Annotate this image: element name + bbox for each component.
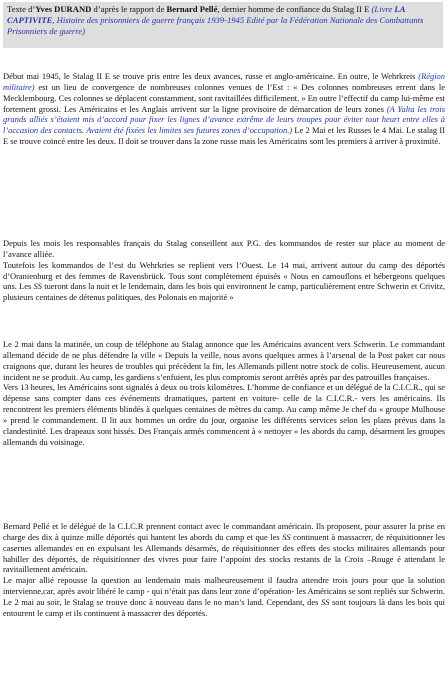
p1-text-c: est un lieu de convergence de nombreuses colonnes venues de l’Est : « Des colonnes nombreuses errent dans le Mecklembourg. Ces colonnes se déplacent constamment, sont ravitaillées difficilement. » En outre l’effectif du camp lui-même est fortement grossi. Les Américains et les Anglais arrivent sur la ligne provisoire de démarcation de leurs zones bbox=[3, 81, 445, 114]
p1-text-e: Le 2 Mai et les Russes le 4 Mai. Le stalag II E se trouve coincé entre les deux. Il doit se trouver dans la zone russe mais les Américains sont les premiers à arriver à proximité. bbox=[3, 125, 446, 147]
paragraph-may-2 bbox=[3, 339, 445, 447]
header-text-1: Texte d’ bbox=[7, 4, 36, 14]
p1-yalta-note: (A Yalta les trois grands alliés s’étaient mis d’accord pour fixer les lignes d’avance extrême de leurs troupes pour éviter tout heurt entre elles à l’occasion des contacts. Avaient été fixées les limites ses futures zones d’occupation.) bbox=[3, 103, 446, 136]
p1-text-a: Début mai 1945, le Stalag II E se trouve pris entre les deux avances, russe et anglo-américaine. En outre, le Wehrkreis bbox=[3, 71, 419, 81]
author-name: Yves DURAND bbox=[35, 4, 92, 14]
source-book-title: LA CAPTIVITE bbox=[7, 4, 405, 26]
p2-text-b: Toutefois les kommandos de l’est du Wehrkries se replient vers l’Ouest. Le 14 mai, arrivent autour du camp des déportés d’Oranienburg et des femmes de Ravensbrück. Tous sont complètement épuisés « Nous en camouflons et hébergeons quelques uns. Les bbox=[3, 259, 445, 292]
p4-text-a2: continuent à massacrer, de réquisitionner les casernes allemandes en en expulsant les Allemands désarmés, de réquisitionner des effets des stocks militaires allemands pour habiller des déportés, de réquisitionner des vivres pour faire l’appoint des stocks restants de la Croix –Rouge é attendant le ravitaillement américain. bbox=[3, 531, 445, 575]
p3-text-a: Le 2 mai dans la matinée, un coup de téléphone au Stalag annonce que les Américains avancent vers Schwerin. Le commandant allemand décide de ne plus défendre la ville « Depuis la veille, nous avons quelques armes à l’arsenal de la Post paket car nous craignons que, durant les heures de troubles qui précèdent la fin, les Allemands pillent notre stock de colis. Heureusement, aucun incident ne se produit. Au camp, les gardiens s’enfuient, les plus compromis seront arrêtés après par des patrouilles françaises. bbox=[3, 339, 445, 382]
paragraph-early-may bbox=[3, 71, 445, 147]
paragraph-kommandos bbox=[3, 238, 445, 303]
header-text-2: d’après le rapport de bbox=[91, 4, 167, 14]
source-ref-b: , Histoire des prisonniers de guerre français 1939-1945 Edité par la Fédération Nationale des Combattants Prisonniers de guerre) bbox=[7, 15, 424, 37]
p4-text-b2: sont toujours là dans les bois qui entourent le camp et ils continuent à massacrer des déportés. bbox=[3, 596, 446, 618]
p2-ss: SS bbox=[33, 281, 42, 292]
header-text-3: , dernier homme de confiance du Stalag II E bbox=[217, 4, 372, 14]
p4-ss-1: SS bbox=[282, 531, 291, 542]
p1-wehrkreis-note: (Région militaire) bbox=[3, 71, 445, 92]
source-header bbox=[3, 2, 443, 48]
p3-text-b: Vers 13 heures, les Américains sont signalés à deux ou trois kilomètres. L’homme de confiance et un délégué de la C.I.C.R., qui se dépense sans compter dans ces événements dramatiques, partent en voiture- celle de la C.I.C.R.- vers les américains. Ils rencontrent les premiers éléments blindés à quelques centaines de mètres du camp. Au camp même Je chef du « groupe Mulhouse » prend le commandement. Il lit aux hommes un ordre du jour, organise les différents services selon les plans prévus dans la clandestinité. Les drapeaux sont hissés. Des Français armés commencent à « nettoyer » les abords du camp, désarment les groupes allemands du voisinage. bbox=[3, 382, 445, 447]
p4-text-b: Le major allié repousse la question au lendemain mais malheureusement il faudra attendre trois jours pour que la solution intervienne,car, après avoir libéré le camp - qui n’était pas dans leur zone d’opération- les Américains se sont repliés sur Schwerin. Le 2 mai au soir, le Stalag se trouve donc à nouveau dans le no man’s land. Cependant, des bbox=[3, 575, 445, 607]
reporter-name: Bernard Pellé bbox=[166, 4, 218, 14]
p4-text-a: Bernard Pellé et le délégué de la C.I.C.R prennent contact avec le commandant américain. Ils proposent, pour assurer la prise en charge des dix à quinze mille déportés qui hantent les abords du camp et que les bbox=[3, 521, 445, 542]
source-ref-a: (Livre bbox=[371, 4, 395, 14]
paragraph-pelle-contact bbox=[3, 521, 445, 619]
p4-ss-2: SS bbox=[320, 596, 330, 607]
p2-text-b2: tueront dans la nuit et le lendemain, dans les bois qui environnent le camp, particulièrement entre Schwerin et Crivitz, plusieurs centaines de détenus politiques, des Polonais en majorité » bbox=[3, 281, 445, 303]
p2-advice: Depuis les mois les responsables français du Stalag conseillent aux P.G. des kommandos de rester sur place au moment de l’avance alliée. bbox=[3, 238, 445, 259]
